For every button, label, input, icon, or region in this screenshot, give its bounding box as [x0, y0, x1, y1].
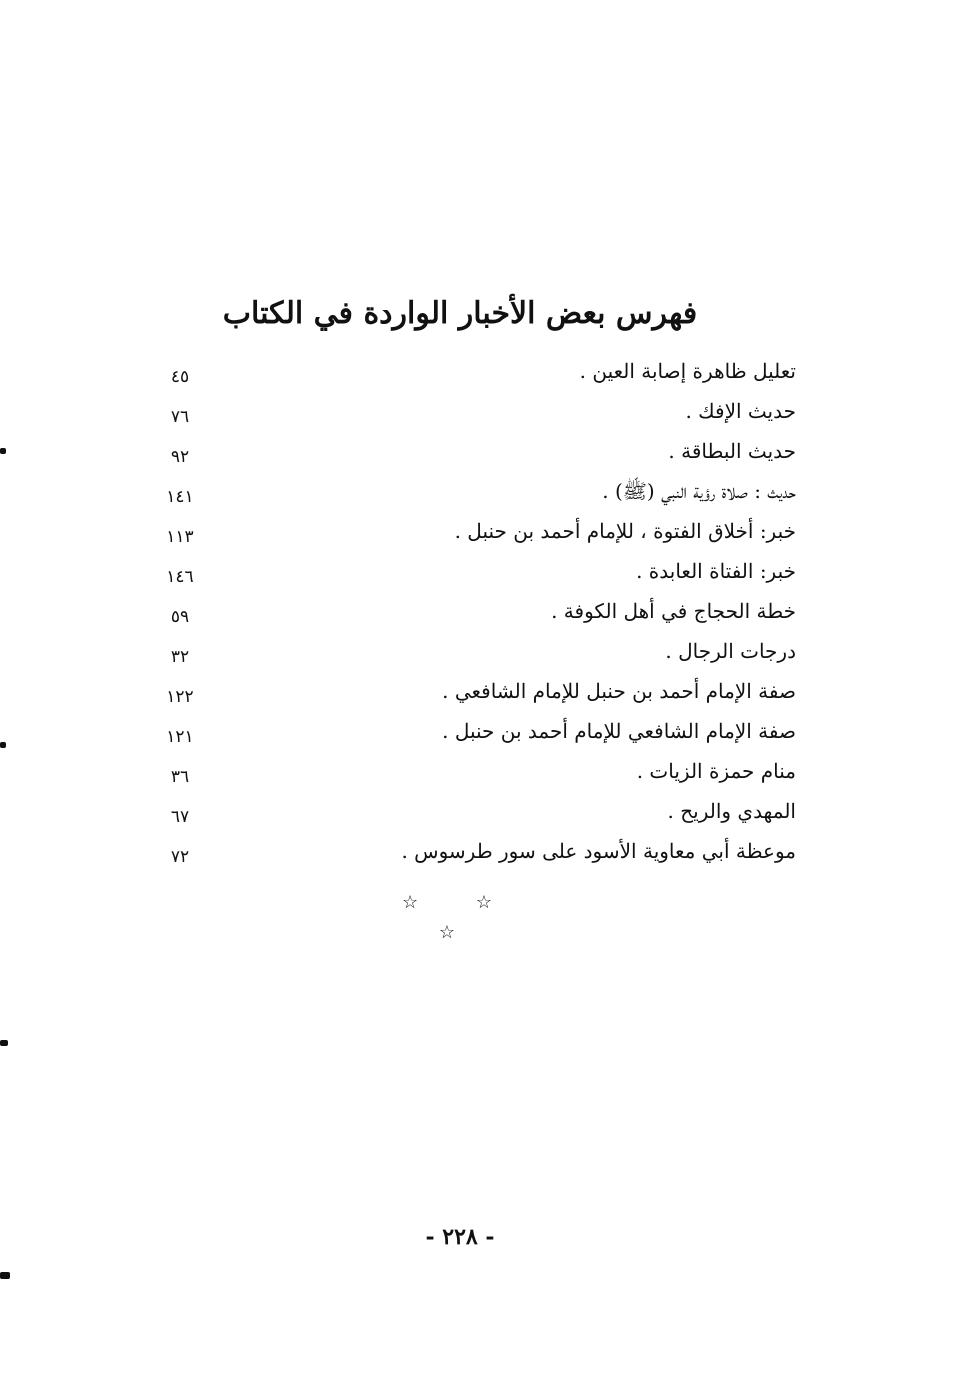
- entry-title: حديث البطاقة .: [668, 439, 796, 463]
- page-title: فهرس بعض الأخبار الواردة في الكتاب: [222, 296, 698, 331]
- entry-title: تعليل ظاهرة إصابة العين .: [579, 359, 796, 383]
- scan-edge-mark: [0, 1040, 8, 1046]
- list-item: [150, 792, 796, 832]
- entry-page-number: ١٢١: [166, 727, 194, 747]
- list-item: [150, 832, 796, 872]
- list-item: [150, 672, 796, 712]
- list-item: [150, 352, 796, 392]
- entry-title: حديث الإفك .: [685, 399, 796, 423]
- entry-title: المهدي والريح .: [667, 799, 796, 823]
- list-item: [150, 712, 796, 752]
- entry-title: منام حمزة الزيات .: [636, 759, 796, 783]
- entry-page-number: ٤٥: [170, 367, 190, 387]
- entry-page-number: ١٢٢: [166, 687, 194, 707]
- entry-page-number: ١٤٦: [166, 567, 194, 587]
- entry-page-number: ٧٢: [170, 847, 190, 867]
- list-item: [150, 472, 796, 512]
- entry-title: خطة الحجاج في أهل الكوفة .: [551, 599, 796, 623]
- entry-page-number: ٧٦: [170, 407, 190, 427]
- entry-page-number: ٣٦: [170, 767, 190, 787]
- entry-title: موعظة أبي معاوية الأسود على سور طرسوس .: [401, 839, 796, 863]
- entry-page-number: ١٤١: [166, 487, 194, 507]
- entry-page-number: ٣٢: [170, 647, 190, 667]
- list-item: [150, 552, 796, 592]
- section-separator-stars: ☆ ☆ ☆: [402, 892, 518, 943]
- news-index-list: [150, 352, 796, 872]
- scan-edge-mark: [0, 448, 6, 454]
- entry-title: صفة الإمام أحمد بن حنبل للإمام الشافعي .: [442, 679, 796, 703]
- list-item: [150, 632, 796, 672]
- entry-title: خبر: أخلاق الفتوة ، للإمام أحمد بن حنبل .: [454, 519, 796, 543]
- scan-edge-mark: [0, 1272, 10, 1279]
- list-item: [150, 752, 796, 792]
- list-item: [150, 432, 796, 472]
- entry-title: خبر: الفتاة العابدة .: [636, 559, 796, 583]
- entry-page-number: ٥٩: [170, 607, 190, 627]
- entry-page-number: ٩٢: [170, 447, 190, 467]
- entry-page-number: ٦٧: [170, 807, 190, 827]
- page-number: - ٢٢٨ -: [425, 1224, 495, 1250]
- entry-title: حديث : صلاة رؤية النبي (ﷺ) .: [602, 479, 796, 503]
- list-item: [150, 592, 796, 632]
- entry-page-number: ١١٣: [166, 527, 194, 547]
- list-item: [150, 392, 796, 432]
- scan-edge-mark: [0, 742, 6, 748]
- entry-title: صفة الإمام الشافعي للإمام أحمد بن حنبل .: [442, 719, 796, 743]
- entry-title: درجات الرجال .: [665, 639, 796, 663]
- list-item: [150, 512, 796, 552]
